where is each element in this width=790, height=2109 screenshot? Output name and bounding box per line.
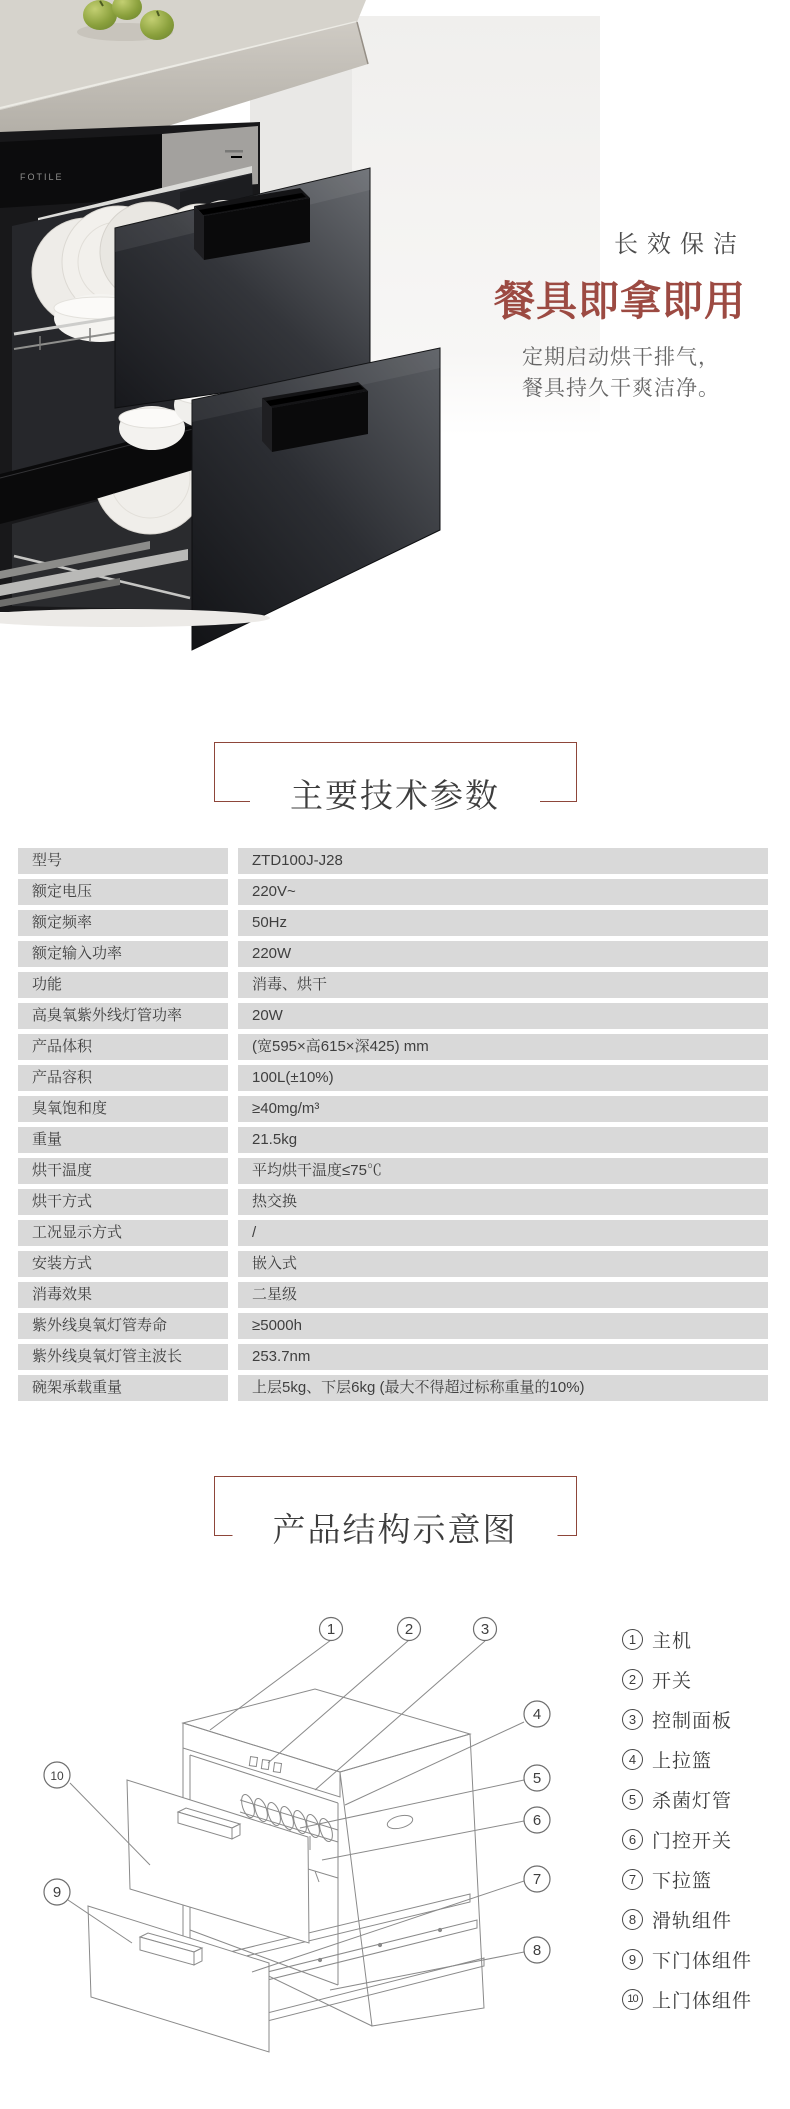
spec-label: 型号: [18, 848, 228, 874]
spec-label: 臭氧饱和度: [18, 1096, 228, 1122]
spec-value: ≥5000h: [238, 1313, 768, 1339]
table-row: [18, 941, 768, 967]
table-row: [18, 848, 768, 874]
spec-value: 嵌入式: [238, 1251, 768, 1277]
spec-value: 消毒、烘干: [238, 972, 768, 998]
legend-number-circle: 1: [622, 1629, 643, 1650]
callout-8: 8: [532, 1942, 542, 1959]
table-row: [18, 1220, 768, 1246]
legend-label: 控制面板: [652, 1710, 733, 1732]
section-title-structure: 产品结构示意图: [233, 1509, 558, 1550]
table-row: [18, 1251, 768, 1277]
legend-number-circle: 7: [622, 1869, 643, 1890]
table-row: [18, 1158, 768, 1184]
legend-item: [622, 1828, 752, 1850]
spec-value: 100L(±10%): [238, 1065, 768, 1091]
legend-label: 滑轨组件: [652, 1910, 733, 1932]
legend-item: [622, 1948, 752, 1970]
table-row: [18, 1003, 768, 1029]
legend-item: [622, 1708, 752, 1730]
spec-label: 安装方式: [18, 1251, 228, 1277]
hero-tagline: 长效保洁: [614, 231, 746, 258]
legend-number-circle: 6: [622, 1829, 643, 1850]
section-header-box: [214, 742, 577, 814]
table-row: [18, 1065, 768, 1091]
spec-value: ZTD100J-J28: [238, 848, 768, 874]
brand-logo: FOTILE: [20, 172, 64, 182]
callout-2: 2: [404, 1621, 414, 1638]
callout-4: 4: [532, 1706, 542, 1723]
legend-number-circle: 2: [622, 1669, 643, 1690]
table-row: [18, 1189, 768, 1215]
legend-label: 下门体组件: [652, 1950, 753, 1972]
table-row: [18, 1096, 768, 1122]
spec-value: 20W: [238, 1003, 768, 1029]
table-row: [18, 1034, 768, 1060]
spec-label: 功能: [18, 972, 228, 998]
legend-label: 上门体组件: [652, 1990, 753, 2012]
section-header-structure: [0, 1476, 790, 1548]
callout-5: 5: [532, 1770, 542, 1787]
legend-number-circle: 5: [622, 1789, 643, 1810]
upper-door-panel: [127, 1780, 309, 1943]
section-header-box: [214, 1476, 577, 1548]
spec-value: 220V~: [238, 879, 768, 905]
hero-title: 餐具即拿即用: [494, 277, 746, 325]
spec-label: 碗架承载重量: [18, 1375, 228, 1401]
legend-number-circle: 3: [622, 1709, 643, 1730]
table-row: [18, 1344, 768, 1370]
spec-value: (宽595×高615×深425) mm: [238, 1034, 768, 1060]
table-row: [18, 1127, 768, 1153]
legend-item: [622, 1868, 752, 1890]
spec-label: 烘干方式: [18, 1189, 228, 1215]
legend-label: 开关: [652, 1670, 693, 1692]
hero-desc-line2: 餐具持久干爽洁净。: [522, 377, 720, 400]
spec-value: ≥40mg/m³: [238, 1096, 768, 1122]
diagram-legend: [622, 1628, 752, 2028]
spec-label: 烘干温度: [18, 1158, 228, 1184]
table-row: [18, 1282, 768, 1308]
hero-description: [522, 342, 720, 404]
legend-label: 主机: [652, 1630, 693, 1652]
legend-number-circle: 8: [622, 1909, 643, 1930]
spec-label: 额定电压: [18, 879, 228, 905]
spec-value: 220W: [238, 941, 768, 967]
spec-label: 工况显示方式: [18, 1220, 228, 1246]
spec-label: 高臭氧紫外线灯管功率: [18, 1003, 228, 1029]
spec-value: 二星级: [238, 1282, 768, 1308]
callout-7: 7: [532, 1871, 542, 1888]
table-row: [18, 910, 768, 936]
spec-value: 253.7nm: [238, 1344, 768, 1370]
legend-item: [622, 1628, 752, 1650]
hero-desc-line1: 定期启动烘干排气，: [522, 346, 720, 369]
legend-number-circle: 4: [622, 1749, 643, 1770]
spec-label: 紫外线臭氧灯管主波长: [18, 1344, 228, 1370]
legend-item: [622, 1748, 752, 1770]
legend-item: [622, 1988, 752, 2010]
callout-9: 9: [52, 1884, 62, 1901]
spec-label: 产品容积: [18, 1065, 228, 1091]
legend-item: [622, 1908, 752, 1930]
spec-value: 21.5kg: [238, 1127, 768, 1153]
spec-label: 额定输入功率: [18, 941, 228, 967]
spec-label: 产品体积: [18, 1034, 228, 1060]
product-photo: [0, 0, 790, 660]
table-row: [18, 1313, 768, 1339]
lower-door-panel: [88, 1906, 269, 2052]
legend-label: 门控开关: [652, 1830, 733, 1852]
legend-item: [622, 1788, 752, 1810]
spec-value: /: [238, 1220, 768, 1246]
spec-label: 消毒效果: [18, 1282, 228, 1308]
callout-1: 1: [326, 1621, 336, 1638]
section-header-specs: [0, 742, 790, 814]
spec-value: 热交换: [238, 1189, 768, 1215]
spec-value: 50Hz: [238, 910, 768, 936]
spec-label: 重量: [18, 1127, 228, 1153]
callout-6: 6: [532, 1812, 542, 1829]
table-row: [18, 1375, 768, 1401]
callout-3: 3: [480, 1621, 490, 1638]
section-title-specs: 主要技术参数: [250, 775, 540, 816]
table-row: [18, 972, 768, 998]
table-row: [18, 879, 768, 905]
callout-10: 10: [50, 1769, 64, 1783]
spec-label: 紫外线臭氧灯管寿命: [18, 1313, 228, 1339]
legend-number-circle: 9: [622, 1949, 643, 1970]
legend-label: 杀菌灯管: [652, 1790, 733, 1812]
legend-label: 下拉篮: [652, 1870, 713, 1892]
legend-number-circle: 10: [622, 1989, 643, 2010]
spec-value: 上层5kg、下层6kg (最大不得超过标称重量的10%): [238, 1375, 768, 1401]
spec-value: 平均烘干温度≤75℃: [238, 1158, 768, 1184]
legend-item: [622, 1668, 752, 1690]
spec-label: 额定频率: [18, 910, 228, 936]
spec-table: [18, 848, 768, 1406]
legend-label: 上拉篮: [652, 1750, 713, 1772]
